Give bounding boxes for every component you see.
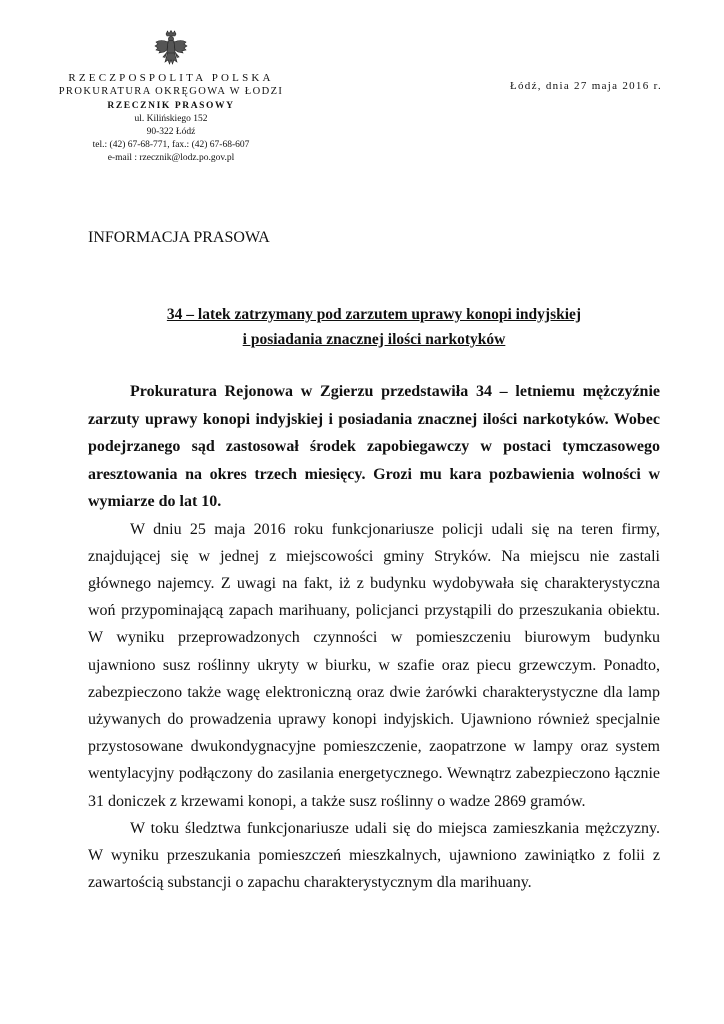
letterhead-email: e-mail : rzecznik@lodz.po.gov.pl <box>107 153 235 163</box>
headline-line-1: 34 – latek zatrzymany pod zarzutem uprawy konopi indyjskiej <box>166 306 582 323</box>
lead-paragraph: Prokuratura Rejonowa w Zgierzu przedstawiła 34 – letniemu mężczyźnie zarzuty uprawy konopi indyjskiej i posiadania znacznej ilości narkotyków. Wobec podejrzanego sąd zastosował środek zapobiegawczy w postaci tymczasowego aresztowania na okres trzech miesięcy. Grozi mu kara pozbawienia wolności w wymiarze do lat 10. <box>88 383 660 510</box>
body-paragraph-2: W toku śledztwa funkcjonariusze udali się do miejsca zamieszkania mężczyzny. W wyniku przeszukania pomieszczeń mieszkalnych, ujawniono zawiniątko z folii z zawartością substancji o zapachu charakterystycznym dla marihuany. <box>88 819 660 892</box>
polish-eagle-icon <box>154 30 188 70</box>
headline <box>88 302 660 352</box>
letterhead-country: RZECZPOSPOLITA POLSKA <box>68 72 274 84</box>
letterhead-city: 90-322 Łódź <box>146 127 196 137</box>
letterhead-phone-fax: tel.: (42) 67-68-771, fax.: (42) 67-68-607 <box>92 140 250 150</box>
letterhead <box>40 30 302 163</box>
headline-line-2: i posiadania znacznej ilości narkotyków <box>242 331 506 348</box>
document-date: Łódź, dnia 27 maja 2016 r. <box>509 80 662 92</box>
letterhead-department: RZECZNIK PRASOWY <box>107 101 235 111</box>
letterhead-street: ul. Kilińskiego 152 <box>134 114 208 124</box>
letterhead-office: PROKURATURA OKRĘGOWA W ŁODZI <box>58 86 284 97</box>
body-text <box>88 378 660 896</box>
document-type-label: INFORMACJA PRASOWA <box>88 229 270 246</box>
body-paragraph-1: W dniu 25 maja 2016 roku funkcjonariusze policji udali się na teren firmy, znajdującej się w jednej z miejscowości gminy Stryków. Na miejscu nie zastali głównego najemcy. Z uwagi na fakt, iż z budynku wydobywała się charakterystyczna woń przypominającą zapach marihuany, policjanci przystąpili do przeszukania obiektu. W wyniku przeprowadzonych czynności w pomieszczeniu biurowym budynku ujawniono susz roślinny ukryty w biurku, w szafie oraz piecu grzewczym. Ponadto, zabezpieczono także wagę elektroniczną oraz dwie żarówki charakterystyczne dla lamp używanych do prowadzenia uprawy konopi indyjskich. Ujawniono również specjalnie przystosowane dwukondygnacyjne pomieszczenie, zaopatrzone w lampy oraz system wentylacyjny podłączony do zasilania energetycznego. Wewnątrz zabezpieczono łącznie 31 doniczek z krzewami konopi, a także susz roślinny o wadze 2869 gramów. <box>88 520 660 810</box>
